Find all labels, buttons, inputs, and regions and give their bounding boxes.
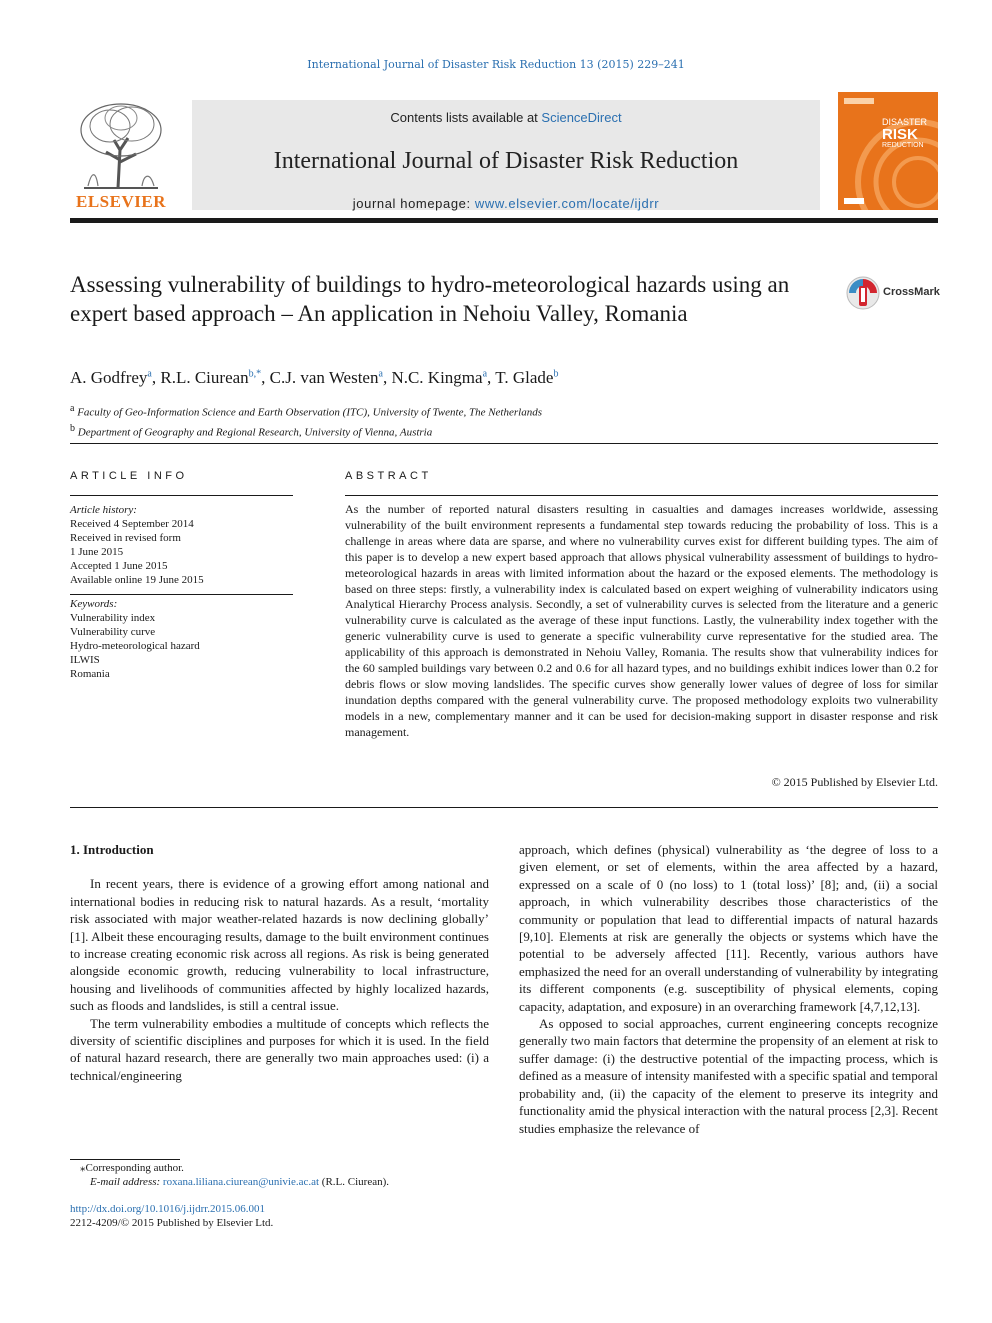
keywords-label: Keywords:	[70, 598, 118, 610]
affiliation-text: Department of Geography and Regional Research, University of Vienna, Austria	[77, 426, 433, 439]
author-affil-mark[interactable]: a	[482, 368, 488, 380]
article-info-rule	[70, 495, 293, 496]
corresponding-author-note: ⁎Corresponding author.	[80, 1162, 184, 1174]
affiliation-item	[70, 401, 930, 421]
author-name[interactable]: C.J. van Westen	[269, 368, 379, 387]
keyword-item: Vulnerability index	[70, 612, 156, 624]
affiliations	[70, 401, 930, 440]
history-item: 1 June 2015	[70, 546, 124, 558]
history-item: Accepted 1 June 2015	[70, 560, 168, 572]
section-heading-introduction: 1. Introduction	[70, 842, 154, 857]
footnote-rule	[70, 1159, 180, 1160]
doi-link[interactable]: http://dx.doi.org/10.1016/j.ijdrr.2015.06.001	[70, 1203, 266, 1215]
body-paragraph: approach, which defines (physical) vulnerability as ‘the degree of loss to a given element, or set of elements, within the area affected by a hazard, expressed on a scale of 0 (no loss) to 1 (total loss)’ [8]; and, (ii) a social approach, in which vulnerability describes those characteristics of the community or population that lead to differential impacts of natural hazards [9,10]. Elements at risk are generally the objects or systems which have the potential to be adversely affected [11]. Recently, various authors have emphasized the need for an overall understanding of vulnerability by integrating its different components (e.g. susceptibility of physical elements, coping capacity, adaptation, and exposure) in an overarching framework [4,7,12,13].	[519, 842, 938, 1014]
homepage-link[interactable]: www.elsevier.com/locate/ijdrr	[474, 196, 660, 211]
author-name[interactable]: A. Godfrey	[70, 368, 148, 387]
email-label: E-mail address:	[90, 1176, 163, 1188]
body-paragraph: In recent years, there is evidence of a growing effort among national and international bodies in reducing risk to natural hazards. As a result, ‘mortality risk associated with major weather-related hazards is now declining globally’ [1]. Albeit these encouraging results, damage to the built environment continues to increase creating economic risk across all regions. As risk is being generated alongside economic growth, reducing vulnerability to local infrastructure, housing and livelihoods of communities affected by highly localized hazards, such as floods and landslides, is still a central issue.	[70, 876, 489, 1014]
abstract-text: As the number of reported natural disasters resulting in casualties and damages increases worldwide, assessing vulnerability of the built environment represents a fundamental step towards reducing the probability of loss. This is a challenge in areas where data are sparse, and where no vulnerability curves exist for different building types. The aim of this paper is to develop a new expert based approach that allows physical vulnerability assessment of buildings to hydro-meteorological hazards in areas with limited information about the hazard or the exposed elements. The methodology is based on three steps: firstly, a vulnerability index is calculated based on expert weighing of vulnerability indicators using Analytical Hierarchy Process analysis. Secondly, a set of vulnerability curves is selected from the literature and a generic vulnerability curve is calculated as the average of these input functions. Lastly, the vulnerability index together with the generic vulnerability curve is used to generate a specific vulnerability curve representative for the studied area. The applicability of this approach is demonstrated in Nehoiu Valley, Romania. The results show that vulnerability indices for the 60 sampled buildings vary between 0.2 and 0.6 for all hazard types, and no buildings exhibit indices lower than 0.2 for debris flows or slow moving landslides. The specific curves show generally lower values of degree of loss for similar inundation depths compared with the general vulnerability curve. The proposed methodology exploits two vulnerability models in a new, complementary manner and it can be used for decision-making support in disaster response and risk management.	[345, 502, 938, 739]
contents-line	[192, 110, 820, 125]
author-list: A. Godfrey$^a$, R.L. Ciurean$^{b,*}$, C.J. van Westen$^a$, N.C. Kingma$^a$, T. Glade$^b$	[70, 368, 559, 387]
body-paragraph: As opposed to social approaches, current engineering concepts recognize generally two main factors that determine the propensity of an element at risk to suffer damage: (i) the destructive potential of the impacting process, which is defined as a measure of intensity manifested with a specific spatial and temporal probability and, (ii) the capacity of the element to preserve its integrity and functionality amid the physical interaction with the natural process [2,3]. Recent studies emphasize the relevance of	[519, 1016, 938, 1136]
email-note	[70, 1175, 489, 1189]
issn-line: 2212-4209/© 2015 Published by Elsevier Ltd.	[70, 1217, 274, 1229]
author-name[interactable]: N.C. Kingma	[391, 368, 483, 387]
cover-line-1: DISASTER	[882, 117, 928, 127]
homepage-line	[192, 196, 820, 211]
email-link[interactable]: roxana.liliana.ciurean@univie.ac.at	[162, 1176, 320, 1188]
keywords-rule	[70, 594, 293, 595]
abstract-rule	[345, 495, 938, 496]
abstract-copyright: © 2015 Published by Elsevier Ltd.	[771, 775, 938, 789]
keyword-item: Romania	[70, 668, 110, 680]
article-info-heading: ARTICLE INFO	[70, 470, 188, 482]
masthead	[70, 92, 938, 212]
footnotes	[70, 1161, 489, 1189]
author-name[interactable]: R.L. Ciurean	[160, 368, 249, 387]
affiliation-mark: a	[70, 403, 75, 414]
history-item: Received 4 September 2014	[70, 518, 194, 530]
history-item: Received in revised form	[70, 532, 181, 544]
elsevier-wordmark: ELSEVIER	[76, 192, 166, 211]
contents-prefix: Contents lists available at	[390, 110, 542, 125]
crossmark-badge[interactable]	[846, 276, 946, 310]
elsevier-logo[interactable]	[70, 100, 172, 212]
affiliation-mark: b	[70, 422, 75, 434]
author-affil-mark[interactable]: b	[553, 368, 559, 380]
author-affil-mark[interactable]: b,*	[248, 368, 262, 380]
abstract-heading: ABSTRACT	[345, 470, 432, 482]
keyword-item: ILWIS	[70, 654, 100, 666]
homepage-prefix: journal homepage:	[352, 196, 475, 211]
elsevier-tree-icon	[74, 100, 168, 190]
body-paragraph: The term vulnerability embodies a multitude of concepts which reflects the diversity of scientific disciplines and purposes for which it is used. In the field of natural hazard research, there are generally two main approaches used: (i) a technical/engineering	[70, 1015, 489, 1083]
keywords	[70, 597, 293, 681]
author-name[interactable]: T. Glade	[495, 368, 554, 387]
article-history	[70, 503, 293, 587]
title-rule	[70, 443, 938, 444]
affiliation-text: Faculty of Geo-Information Science and Earth Observation (ITC), University of Twente, The Netherlands	[77, 406, 542, 419]
article-title: Assessing vulnerability of buildings to hydro-meteorological hazards using an expert based approach – An application in Nehoiu Valley, Romania	[70, 272, 790, 326]
crossmark-label: CrossMark	[883, 286, 940, 298]
journal-banner	[192, 100, 820, 210]
crossmark-icon	[846, 276, 880, 310]
history-item: Available online 19 June 2015	[70, 574, 204, 586]
email-suffix: (R.L. Ciurean).	[319, 1176, 389, 1188]
affiliation-item	[70, 421, 930, 441]
author-affil-mark[interactable]: a	[147, 368, 152, 380]
journal-cover-thumbnail[interactable]	[838, 92, 938, 210]
journal-title: International Journal of Disaster Risk Reduction	[273, 148, 739, 174]
doi-block	[70, 1202, 489, 1230]
abstract-bottom-rule	[70, 807, 938, 808]
cover-art-icon	[838, 92, 938, 210]
cover-title	[882, 118, 927, 149]
cover-line-2: RISK	[882, 126, 918, 143]
header-rule	[70, 218, 938, 223]
author-affil-mark[interactable]: a	[378, 368, 383, 380]
sciencedirect-link[interactable]: ScienceDirect	[541, 110, 622, 125]
body-column-left	[70, 841, 489, 1084]
history-label: Article history:	[70, 504, 137, 516]
journal-citation[interactable]: International Journal of Disaster Risk Reduction 13 (2015) 229–241	[307, 58, 685, 71]
keyword-item: Hydro-meteorological hazard	[70, 640, 200, 652]
cover-line-3: REDUCTION	[882, 142, 924, 149]
keyword-item: Vulnerability curve	[70, 626, 156, 638]
body-column-right	[519, 841, 938, 1137]
